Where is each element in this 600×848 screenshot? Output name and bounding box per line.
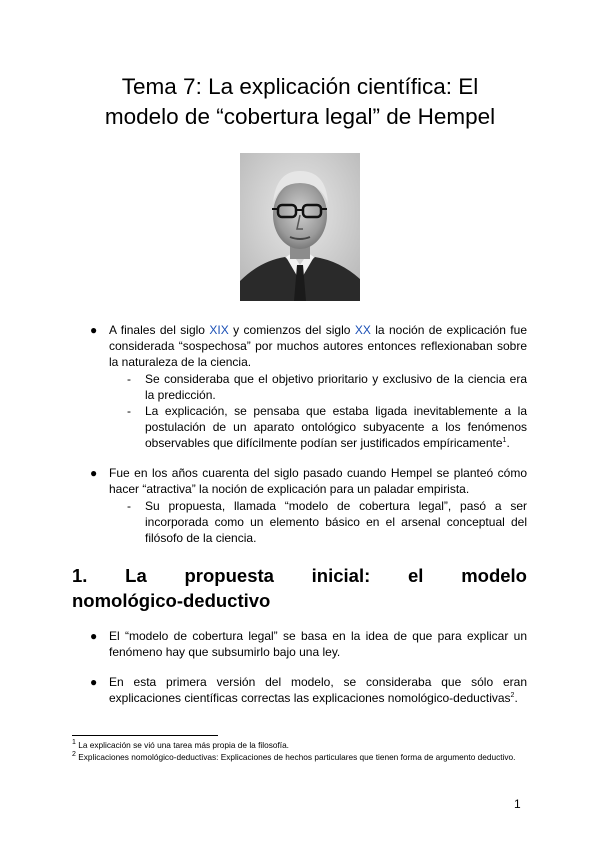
section-heading: 1. La propuesta inicial: el modelo nomológico-deductivo <box>72 565 527 611</box>
bullet-icon: ● <box>90 629 98 643</box>
bullet-icon: ● <box>90 466 98 480</box>
list-item: - Se consideraba que el objetivo prioritario y exclusivo de la ciencia era la predicción. <box>127 372 527 402</box>
list-item: ● A finales del siglo XIX y comienzos del siglo XX la noción de explicación fue considerada “sospechosa” por muchos autores entonces reflexionaban sobre la naturaleza de la ciencia. <box>90 323 527 369</box>
list-item: ● El “modelo de cobertura legal” se basa en la idea de que para explicar un fenómeno hay que subsumirlo bajo una ley. <box>90 629 527 659</box>
portrait-photo <box>240 153 360 301</box>
page-title <box>40 72 560 132</box>
title-line-1: Tema 7: La explicación científica: El <box>121 74 479 99</box>
footnote-ref: 2 <box>510 692 515 699</box>
list-item: ● Fue en los años cuarenta del siglo pasado cuando Hempel se planteó cómo hacer “atractiva” la noción de explicación para un paladar empirista. <box>90 466 527 496</box>
footnote-1: $^1$ La explicación se vió una tarea más propia de la filosofía. <box>72 739 289 750</box>
bullet-icon: ● <box>90 675 98 689</box>
footnote-divider <box>72 735 218 736</box>
century-xix: XIX <box>209 323 229 337</box>
bullet-icon: ● <box>90 323 98 337</box>
dash-icon: - <box>127 404 131 418</box>
dash-icon: - <box>127 372 131 386</box>
title-line-2: modelo de “cobertura legal” de Hempel <box>104 104 496 129</box>
list-item: - Su propuesta, llamada “modelo de cobertura legal”, pasó a ser incorporada como un elemento básico en el arsenal conceptual del filósofo de la ciencia. <box>127 499 527 545</box>
footnotes <box>72 740 527 763</box>
footnote-2: $^2$ Explicaciones nomológico-deductivas: Explicaciones de hechos particulares que tienen forma de argumento deductivo. <box>72 750 516 762</box>
page-number: 1 <box>514 797 521 811</box>
list-item: - La explicación, se pensaba que estaba ligada inevitablemente a la postulación de un aparato ontológico subyacente a los fenómenos observables que difícilmente podían ser justificados empíricamente$^1$. <box>127 404 527 450</box>
list-item: ● En esta primera versión del modelo, se consideraba que sólo eran explicaciones científicas correctas las explicaciones nomológico-deductivas$^2$. <box>90 675 527 705</box>
dash-icon: - <box>127 499 131 513</box>
century-xx: XX <box>354 323 371 337</box>
footnote-ref: 1 <box>502 437 507 444</box>
portrait-icon <box>240 153 360 301</box>
